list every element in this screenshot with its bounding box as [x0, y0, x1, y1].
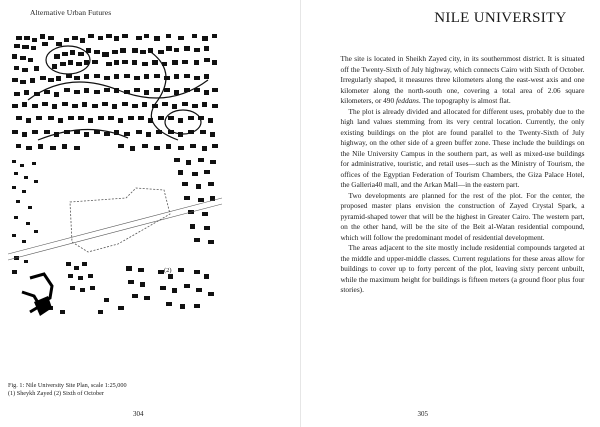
figure-caption: [8, 382, 268, 398]
figure-caption-line1: Fig. 1: Nile University Site Plan, scale 1:25,000: [8, 382, 127, 389]
paragraph-3: Two developments are planned for the rest of the plot. For the center, the proposed master plans envision the construction of Zayed Crystal Spark, a pyramid-shaped tower that will be the highest in Greater Cairo. The western part, on the other hand, will be the site of the Beit al-Watan residential compound, which will follow the predominant model of residential development.: [340, 190, 585, 242]
site-plan-map: [8, 30, 222, 318]
feddans-term: feddans: [395, 96, 419, 105]
paragraph-2: The plot is already divided and allocated for different uses, probably due to the high land values stemming from its very central location. Currently, the only existing buildings on the plot are found parallel to the Twenty-Sixth of July highway, on the other side of a green buffer zone. These include the buildings on the Nile University Campus in the southern part, as well as mixed-use buildings for administrative, touristic, and retail uses—such as the Ministry of Tourism, the offices of the Egyptian Federation of Tourism Chambers, the Giza Palace Hotel, the Galleria40 mall, and the Arkan Mall—in the eastern part.: [340, 106, 585, 189]
page-number-right: 305: [417, 410, 428, 418]
body-text: [341, 54, 585, 296]
right-page: [301, 0, 600, 427]
map-label: (2): [164, 267, 172, 274]
running-head: Alternative Urban Futures: [30, 8, 112, 17]
figure-caption-line2: (1) Sheykh Zayed (2) Sixth of October: [8, 390, 104, 397]
paragraph-1: The site is located in Sheikh Zayed city, in its southernmost district. It is situated off the Twenty-Sixth of July highway, which connects Cairo with Sixth of October. Irregularly shaped, it measures three kilometers along the east-west axis and one kilometer along the north-south one, covering a total area of 2.06 square kilometers, or 490 feddans. The topography is almost flat.: [340, 54, 585, 105]
chapter-title: NILE UNIVERSITY: [434, 10, 567, 26]
paragraph-4: The areas adjacent to the site mostly include residential compounds targeted at the middle and upper-middle classes. Current regulations for these areas allow for buildings to cover up to forty percent of the plot, leaving sixty percent unbuilt, while the maximum height for buildings is fifteen meters (a ground floor plus four stories).: [340, 243, 585, 294]
page-number-left: 304: [133, 410, 144, 418]
